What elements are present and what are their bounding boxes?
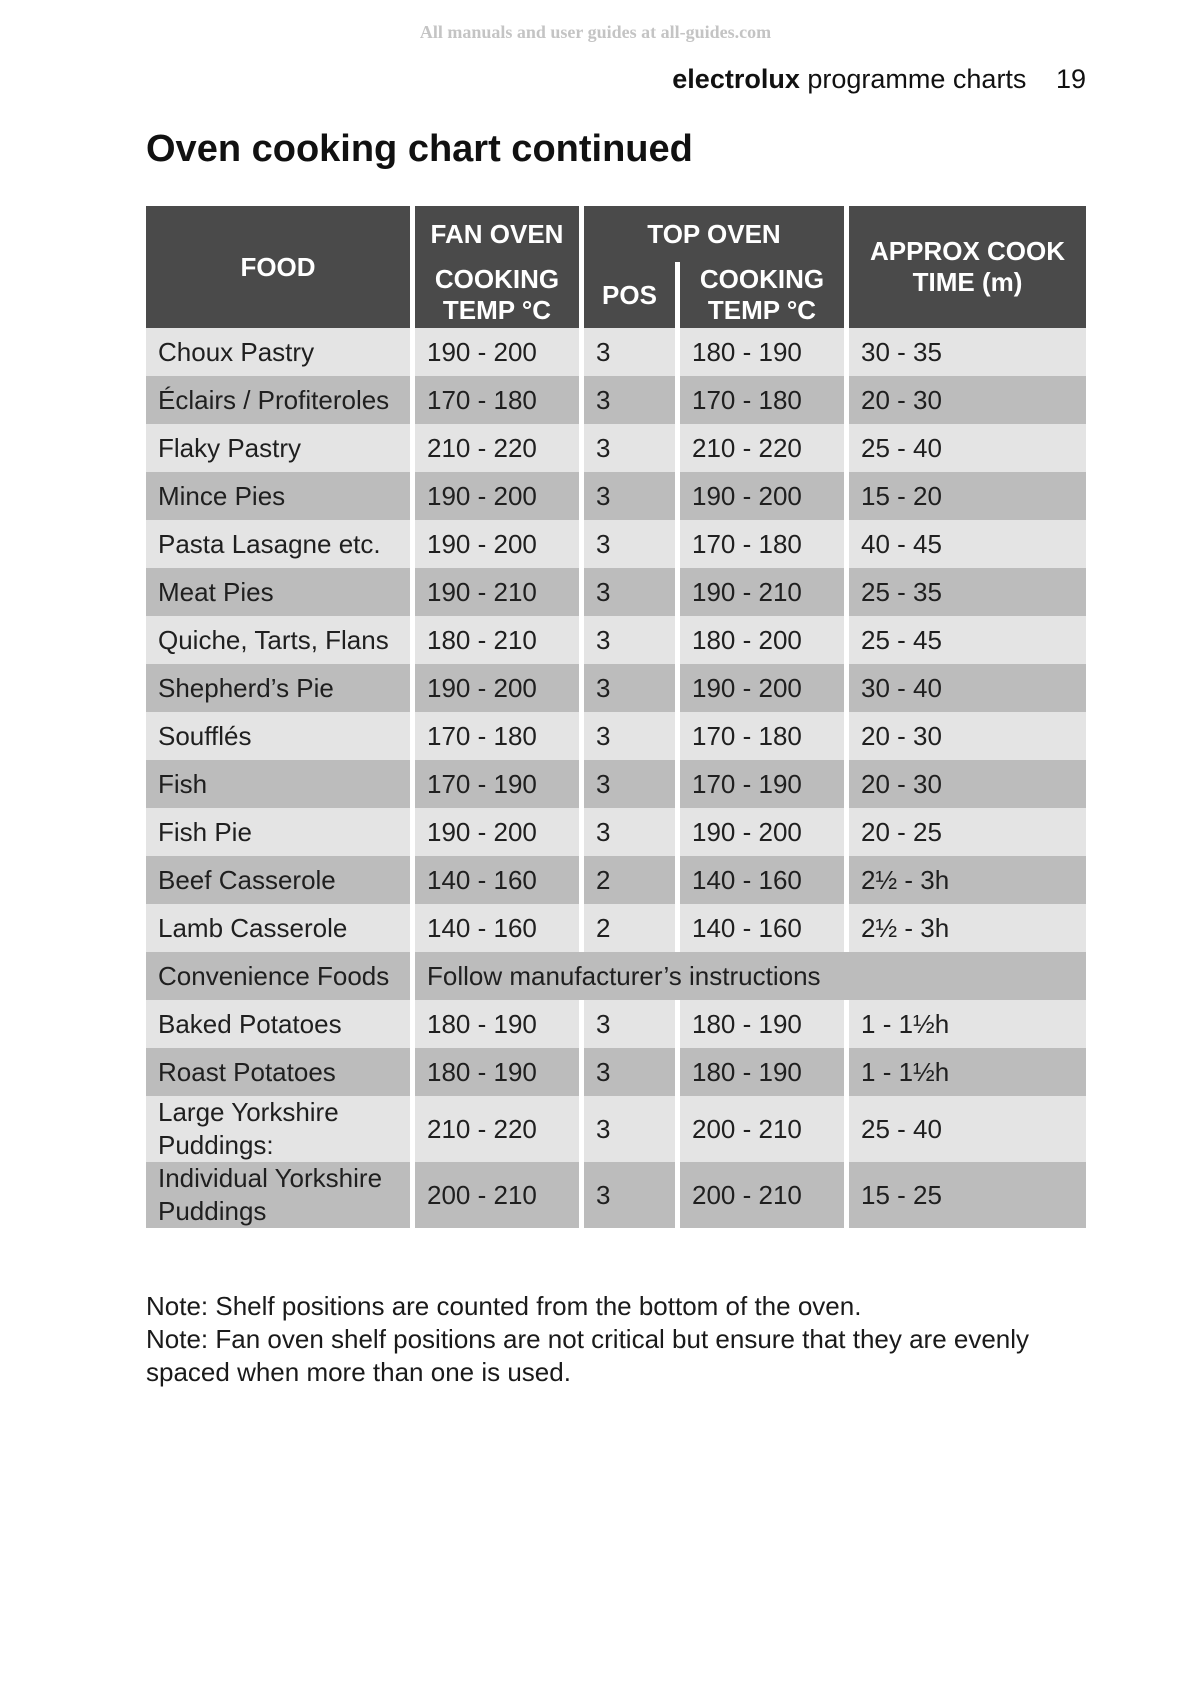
header-fan-temp: COOKING TEMP °C bbox=[410, 262, 579, 328]
top-temp-cell: 170 - 190 bbox=[675, 760, 844, 808]
pos-cell: 3 bbox=[579, 328, 675, 376]
pos-cell: 3 bbox=[579, 376, 675, 424]
food-cell: Convenience Foods bbox=[146, 952, 410, 1000]
page-title: Oven cooking chart continued bbox=[146, 128, 693, 170]
food-cell: Soufflés bbox=[146, 712, 410, 760]
food-cell: Fish bbox=[146, 760, 410, 808]
header-top-temp: COOKING TEMP °C bbox=[675, 262, 844, 328]
food-cell: Pasta Lasagne etc. bbox=[146, 520, 410, 568]
page-number: 19 bbox=[1055, 64, 1086, 94]
table-row bbox=[146, 472, 1086, 520]
pos-cell: 3 bbox=[579, 568, 675, 616]
fan-temp-cell: 190 - 210 bbox=[410, 568, 579, 616]
food-cell: Quiche, Tarts, Flans bbox=[146, 616, 410, 664]
pos-cell: 3 bbox=[579, 808, 675, 856]
time-cell: 30 - 40 bbox=[844, 664, 1086, 712]
fan-temp-cell: 200 - 210 bbox=[410, 1162, 579, 1228]
top-temp-cell: 180 - 190 bbox=[675, 328, 844, 376]
table-row bbox=[146, 520, 1086, 568]
fan-temp-cell: 170 - 180 bbox=[410, 712, 579, 760]
top-temp-cell: 180 - 190 bbox=[675, 1048, 844, 1096]
time-cell: 2½ - 3h bbox=[844, 856, 1086, 904]
note-shelf-positions: Note: Shelf positions are counted from the bottom of the oven. bbox=[146, 1291, 862, 1321]
food-cell: Mince Pies bbox=[146, 472, 410, 520]
running-header bbox=[672, 64, 1086, 95]
table-row bbox=[146, 568, 1086, 616]
food-cell: Shepherd’s Pie bbox=[146, 664, 410, 712]
fan-temp-cell: 190 - 200 bbox=[410, 472, 579, 520]
table-row bbox=[146, 808, 1086, 856]
fan-temp-cell: 190 - 200 bbox=[410, 328, 579, 376]
food-cell: Baked Potatoes bbox=[146, 1000, 410, 1048]
header-food: FOOD bbox=[146, 206, 410, 328]
pos-cell: 3 bbox=[579, 760, 675, 808]
time-cell: 2½ - 3h bbox=[844, 904, 1086, 952]
food-cell: Lamb Casserole bbox=[146, 904, 410, 952]
table-row bbox=[146, 1048, 1086, 1096]
time-cell: 15 - 25 bbox=[844, 1162, 1086, 1228]
pos-cell: 3 bbox=[579, 424, 675, 472]
top-temp-cell: 180 - 190 bbox=[675, 1000, 844, 1048]
time-cell: 25 - 45 bbox=[844, 616, 1086, 664]
food-cell: Roast Potatoes bbox=[146, 1048, 410, 1096]
top-temp-cell: 190 - 200 bbox=[675, 664, 844, 712]
food-cell: Individual Yorkshire Puddings bbox=[146, 1162, 410, 1228]
top-temp-cell: 180 - 200 bbox=[675, 616, 844, 664]
brand-name: electrolux bbox=[672, 64, 800, 94]
table-row bbox=[146, 1096, 1086, 1162]
time-cell: 25 - 35 bbox=[844, 568, 1086, 616]
table-row bbox=[146, 616, 1086, 664]
top-temp-cell: 200 - 210 bbox=[675, 1096, 844, 1162]
header-top-oven: TOP OVEN bbox=[579, 206, 844, 262]
time-cell: 1 - 1½h bbox=[844, 1000, 1086, 1048]
pos-cell: 2 bbox=[579, 904, 675, 952]
time-cell: 1 - 1½h bbox=[844, 1048, 1086, 1096]
table-row bbox=[146, 664, 1086, 712]
food-cell: Fish Pie bbox=[146, 808, 410, 856]
fan-temp-cell: 190 - 200 bbox=[410, 808, 579, 856]
food-cell: Flaky Pastry bbox=[146, 424, 410, 472]
pos-cell: 3 bbox=[579, 664, 675, 712]
fan-temp-cell: 190 - 200 bbox=[410, 520, 579, 568]
table-row bbox=[146, 424, 1086, 472]
top-temp-cell: 190 - 210 bbox=[675, 568, 844, 616]
note-fan-shelf-positions: Note: Fan oven shelf positions are not critical but ensure that they are evenly spaced when more than one is used. bbox=[146, 1324, 1030, 1387]
top-temp-cell: 190 - 200 bbox=[675, 472, 844, 520]
time-cell: 40 - 45 bbox=[844, 520, 1086, 568]
fan-temp-cell: 170 - 180 bbox=[410, 376, 579, 424]
food-cell: Éclairs / Profiteroles bbox=[146, 376, 410, 424]
table-row bbox=[146, 1162, 1086, 1228]
table-row bbox=[146, 712, 1086, 760]
time-cell: 25 - 40 bbox=[844, 424, 1086, 472]
fan-temp-cell: 140 - 160 bbox=[410, 856, 579, 904]
table-row bbox=[146, 1000, 1086, 1048]
fan-temp-cell: 210 - 220 bbox=[410, 1096, 579, 1162]
oven-cooking-chart bbox=[146, 206, 1086, 1228]
fan-temp-cell: 180 - 190 bbox=[410, 1048, 579, 1096]
header-approx-time: APPROX COOK TIME (m) bbox=[844, 206, 1086, 328]
time-cell: 20 - 30 bbox=[844, 376, 1086, 424]
food-cell: Large Yorkshire Puddings: bbox=[146, 1096, 410, 1162]
top-temp-cell: 200 - 210 bbox=[675, 1162, 844, 1228]
table-row bbox=[146, 328, 1086, 376]
food-cell: Meat Pies bbox=[146, 568, 410, 616]
food-cell: Choux Pastry bbox=[146, 328, 410, 376]
fan-temp-cell: 190 - 200 bbox=[410, 664, 579, 712]
pos-cell: 3 bbox=[579, 472, 675, 520]
section-name: programme charts bbox=[807, 64, 1027, 94]
pos-cell: 2 bbox=[579, 856, 675, 904]
pos-cell: 3 bbox=[579, 1000, 675, 1048]
table-row bbox=[146, 904, 1086, 952]
top-temp-cell: 140 - 160 bbox=[675, 904, 844, 952]
time-cell: 20 - 30 bbox=[844, 712, 1086, 760]
fan-temp-cell: 180 - 210 bbox=[410, 616, 579, 664]
header-pos: POS bbox=[579, 262, 675, 328]
top-temp-cell: 170 - 180 bbox=[675, 520, 844, 568]
pos-cell: 3 bbox=[579, 520, 675, 568]
pos-cell: 3 bbox=[579, 1048, 675, 1096]
fan-temp-cell: 210 - 220 bbox=[410, 424, 579, 472]
fan-temp-cell: 170 - 190 bbox=[410, 760, 579, 808]
pos-cell: 3 bbox=[579, 616, 675, 664]
table-row-convenience bbox=[146, 952, 1086, 1000]
table-row bbox=[146, 856, 1086, 904]
time-cell: 25 - 40 bbox=[844, 1096, 1086, 1162]
time-cell: 20 - 25 bbox=[844, 808, 1086, 856]
pos-cell: 3 bbox=[579, 1162, 675, 1228]
table-row bbox=[146, 760, 1086, 808]
time-cell: 20 - 30 bbox=[844, 760, 1086, 808]
notes bbox=[146, 1290, 1066, 1389]
watermark: All manuals and user guides at all-guides.com bbox=[419, 22, 772, 42]
top-temp-cell: 170 - 180 bbox=[675, 712, 844, 760]
top-temp-cell: 170 - 180 bbox=[675, 376, 844, 424]
time-cell: 15 - 20 bbox=[844, 472, 1086, 520]
table-row bbox=[146, 376, 1086, 424]
food-cell: Beef Casserole bbox=[146, 856, 410, 904]
top-temp-cell: 140 - 160 bbox=[675, 856, 844, 904]
time-cell: 30 - 35 bbox=[844, 328, 1086, 376]
top-temp-cell: 210 - 220 bbox=[675, 424, 844, 472]
pos-cell: 3 bbox=[579, 712, 675, 760]
top-temp-cell: 190 - 200 bbox=[675, 808, 844, 856]
header-fan-oven: FAN OVEN bbox=[410, 206, 579, 262]
pos-cell: 3 bbox=[579, 1096, 675, 1162]
instructions-note-cell: Follow manufacturer’s instructions bbox=[410, 952, 1086, 1000]
fan-temp-cell: 140 - 160 bbox=[410, 904, 579, 952]
fan-temp-cell: 180 - 190 bbox=[410, 1000, 579, 1048]
